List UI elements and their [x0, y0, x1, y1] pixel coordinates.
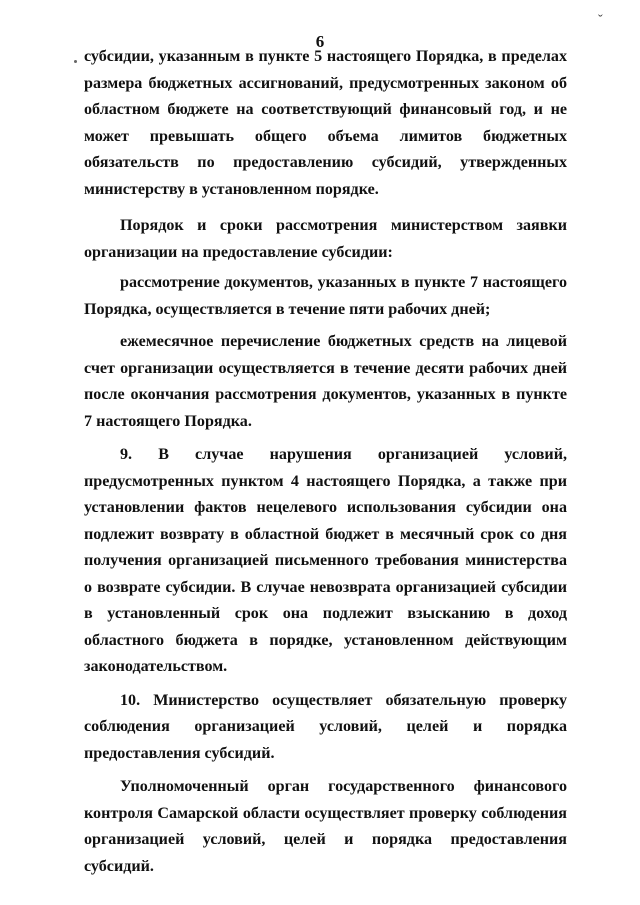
- document-body: [84, 44, 567, 880]
- paragraph-review-procedure: Порядок и сроки рассмотрения министерством заявки организации на предоставление субсидии:: [84, 217, 567, 261]
- paragraph-document-review: рассмотрение документов, указанных в пункте 7 настоящего Порядка, осуществляется в течение пяти рабочих дней;: [84, 274, 567, 318]
- paragraph-10-inspection: 10. Министерство осуществляет обязательную проверку соблюдения организацией условий, целей и порядка предоставления субсидий.: [84, 691, 567, 762]
- scan-mark: ˇ: [598, 13, 603, 28]
- paragraph-9-refund: 9. В случае нарушения организацией условий, предусмотренных пунктом 4 настоящего Порядка, а также при установлении фактов нецелевого использования субсидии она подлежит возврату в областной бюджет в месячный срок со дня получения организацией письменного требования министерства о возврате субсидии. В случае невозврата организацией субсидии в установленный срок она подлежит взысканию в доход областного бюджета в порядке, установленном действующим законодательством.: [84, 446, 567, 675]
- page-number: 6: [315, 32, 325, 51]
- scan-speck: [74, 60, 77, 63]
- paragraph-monthly-transfer: ежемесячное перечисление бюджетных средств на лицевой счет организации осуществляется в течение десяти рабочих дней после окончания рассмотрения документов, указанных в пункте 7 настоящего Порядка.: [84, 333, 567, 430]
- paragraph-subsidy-limits: субсидии, указанным в пункте 5 настоящего Порядка, в пределах размера бюджетных ассигнований, предусмотренных законом об областном бюджете на соответствующий финансовый год, и не может превышать общего объема лимитов бюджетных обязательств по предоставлению субсидий, утвержденных министерству в установленном порядке.: [84, 48, 567, 198]
- paragraph-financial-control: Уполномоченный орган государственного финансового контроля Самарской области осуществляет проверку соблюдения организацией условий, целей и порядка предоставления субсидий.: [84, 778, 567, 875]
